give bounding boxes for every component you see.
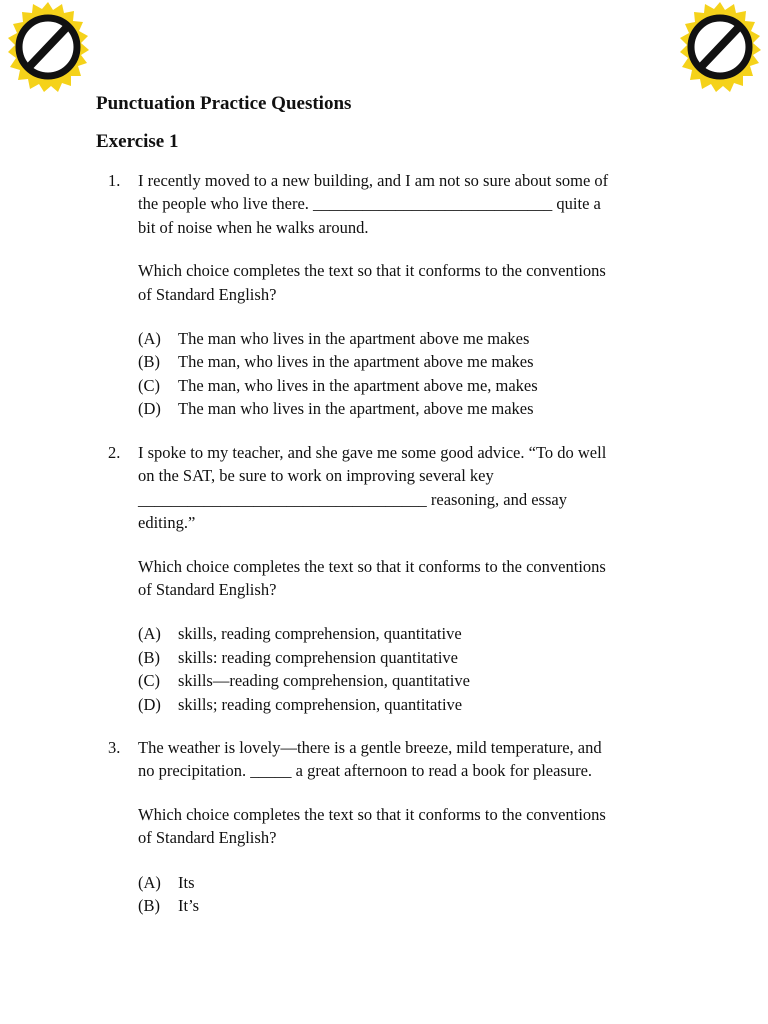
choice-letter: (B) [138, 352, 160, 372]
question-1 [104, 169, 684, 421]
choice-text: skills; reading comprehension, quantitative [178, 694, 463, 714]
prompt-line: of Standard English? [138, 284, 277, 304]
choice-text: skills—reading comprehension, quantitative [178, 671, 470, 691]
question-2 [104, 441, 684, 716]
choice-letter: (B) [138, 647, 160, 667]
stem-line: The weather is lovely—there is a gentle breeze, mild temperature, and [138, 738, 602, 757]
choice-text: The man, who lives in the apartment above me, makes [178, 375, 538, 395]
choice-text: The man who lives in the apartment, above me makes [178, 399, 534, 419]
choice-letter: (C) [138, 671, 160, 691]
question-stem [138, 441, 684, 535]
stem-line: editing.” [138, 513, 196, 533]
answer-choice-b[interactable] [138, 646, 684, 669]
choice-text: The man, who lives in the apartment above me makes [178, 352, 534, 372]
question-number: 2. [108, 443, 121, 462]
prompt-line: Which choice completes the text so that it conforms to the conventions [138, 556, 606, 576]
stem-line: on the SAT, be sure to work on improving several key [138, 466, 494, 486]
answer-choice-d[interactable] [138, 397, 684, 420]
exercise-heading: Exercise 1 [96, 131, 179, 152]
page-title: Punctuation Practice Questions [96, 93, 352, 114]
choice-text: Its [178, 872, 195, 892]
choice-letter: (A) [138, 329, 161, 349]
choice-letter: (A) [138, 624, 161, 644]
answer-choices [138, 622, 684, 716]
answer-choices [138, 327, 684, 421]
question-stem [138, 736, 684, 783]
answer-choice-b[interactable] [138, 350, 684, 373]
answer-choice-c[interactable] [138, 669, 684, 692]
choice-letter: (B) [138, 896, 160, 916]
question-3 [104, 736, 684, 917]
question-prompt [138, 803, 684, 850]
stem-line: I recently moved to a new building, and I am not so sure about some of [138, 171, 609, 190]
stem-line: the people who live there. _____________________________ quite a [138, 194, 601, 214]
answer-choice-a[interactable] [138, 622, 684, 645]
choice-text: skills: reading comprehension quantitative [178, 647, 458, 667]
prompt-line: Which choice completes the text so that it conforms to the conventions [138, 261, 606, 281]
no-symbol-icon [672, 0, 768, 96]
stem-line: I spoke to my teacher, and she gave me some good advice. “To do well [138, 443, 607, 462]
prompt-line: of Standard English? [138, 828, 277, 848]
stem-line: bit of noise when he walks around. [138, 217, 369, 237]
stem-line: no precipitation. _____ a great afternoon to read a book for pleasure. [138, 761, 593, 781]
question-prompt [138, 555, 684, 602]
answer-choice-d[interactable] [138, 693, 684, 716]
question-stem [138, 169, 684, 239]
choice-letter: (D) [138, 399, 161, 419]
choice-letter: (C) [138, 375, 160, 395]
prompt-line: of Standard English? [138, 580, 277, 600]
answer-choice-c[interactable] [138, 374, 684, 397]
answer-choices [138, 871, 684, 918]
question-number: 3. [108, 738, 121, 757]
stem-line: ___________________________________ reasoning, and essay [138, 489, 567, 509]
choice-text: The man who lives in the apartment above me makes [178, 329, 530, 349]
answer-choice-b[interactable] [138, 894, 684, 917]
prompt-line: Which choice completes the text so that it conforms to the conventions [138, 804, 606, 824]
choice-letter: (D) [138, 694, 161, 714]
question-number: 1. [108, 171, 121, 190]
choice-letter: (A) [138, 872, 161, 892]
answer-choice-a[interactable] [138, 871, 684, 894]
question-prompt [138, 259, 684, 306]
answer-choice-a[interactable] [138, 327, 684, 350]
no-symbol-icon [0, 0, 96, 96]
choice-text: It’s [178, 896, 200, 916]
choice-text: skills, reading comprehension, quantitative [178, 624, 462, 644]
